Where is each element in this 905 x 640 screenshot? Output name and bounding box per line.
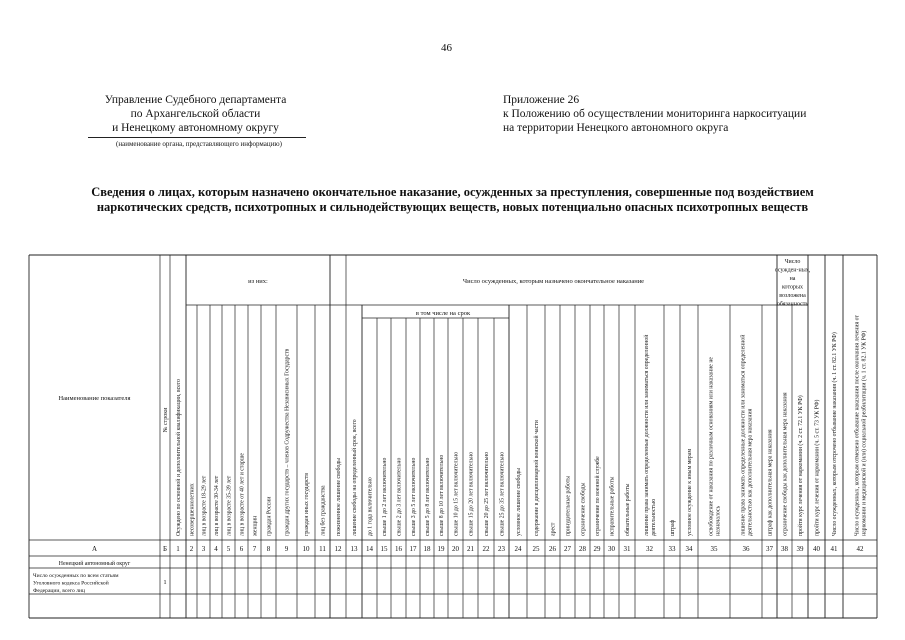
column-header: принудительные работы [565, 475, 572, 536]
index-cell: 17 [409, 545, 417, 553]
column-header: лиц в возрасте 35-39 лет [226, 475, 233, 536]
row-label: Уголовного кодекса Российской [33, 580, 109, 587]
index-cell: 26 [549, 545, 556, 553]
column-header: до 1 года включительно [367, 477, 374, 536]
index-cell: 34 [685, 545, 693, 553]
column-header: свыше 8 до 10 лет включительно [439, 454, 445, 536]
column-header: наркомании и медицинской и (или) социальной реабилитации (ч. 1 ст. 82.1 УК РФ) [861, 330, 868, 536]
column-header: деятельностью как дополнительная мера наказания [747, 408, 754, 536]
column-header: пожизненное лишение свободы [336, 457, 342, 536]
column-header: несовершеннолетних [189, 483, 196, 536]
column-header: лиц в возрасте 30-34 лет [214, 475, 220, 536]
column-header: пройти курс лечения от наркомании (ч. 5 ст. 73 УК РФ) [814, 399, 821, 536]
row-label: Ненецкий автономный округ [58, 561, 131, 567]
index-cell: 9 [284, 545, 289, 553]
index-cell: 12 [334, 545, 342, 553]
index-cell: 32 [646, 545, 653, 553]
column-header: лишение права занимать определенные должности или заниматься определенной [740, 334, 747, 536]
index-cell: 18 [423, 545, 431, 553]
column-header: пройти курс лечения от наркомании (ч. 2 ст. 72.1 УК РФ) [798, 395, 804, 536]
index-cell: 27 [564, 545, 571, 553]
column-header: свыше 2 до 3 лет включительно [396, 457, 403, 536]
row-label: Число осужденных по всем статьям [33, 573, 119, 579]
column-header: лиц в возрасте 18-29 лет [201, 475, 208, 536]
column-header: Осуждено по основной и дополнительной квалификации, всего [176, 379, 182, 536]
index-cell: 23 [498, 545, 505, 553]
index-cell: 22 [482, 545, 490, 553]
group-header-obliged: возложена [779, 293, 806, 299]
column-header: содержание в дисциплинарной воинской части [534, 420, 540, 536]
group-header-from-them: из них: [248, 278, 268, 285]
index-cell: 15 [380, 545, 388, 553]
appendix-line: на территории Ненецкого автономного округа [503, 122, 729, 134]
column-header: свыше 10 до 15 лет включительно [453, 451, 460, 536]
column-header: свыше 3 до 5 лет включительно [411, 457, 417, 536]
column-header: арест [550, 522, 557, 536]
column-header: женщин [252, 515, 259, 536]
column-header: свыше 15 до 20 лет включительно [468, 451, 475, 536]
organization-caption: (наименование органа, представляющего информацию) [116, 140, 282, 148]
index-cell: 11 [319, 545, 326, 553]
index-cell: 13 [350, 545, 358, 553]
index-cell: 7 [252, 545, 257, 553]
column-header: обязательные работы [625, 483, 631, 536]
column-header: лиц без гражданства [320, 485, 327, 536]
column-header: свыше 1 до 2 лет включительно [382, 457, 388, 536]
column-header: лиц в возрасте от 40 лет и старше [239, 453, 246, 536]
column-header: условное лишение свободы [516, 467, 522, 536]
column-header: условное осуждение к иным мерам [687, 448, 693, 536]
column-header: ограничение по военной службе [595, 456, 601, 536]
group-header-obliged: Число [784, 259, 801, 265]
group-header-terms: в том числе на срок [415, 310, 471, 317]
index-cell: 2 [189, 545, 194, 553]
index-cell: 28 [579, 545, 586, 553]
index-cell: 30 [608, 545, 615, 553]
group-header-obliged: осужден-ных, [774, 267, 811, 274]
group-header-obliged: обязанность [776, 301, 809, 308]
column-header: свыше 20 до 25 лет включительно [484, 451, 490, 536]
index-cell: А [91, 545, 98, 553]
index-cell: 33 [668, 545, 676, 553]
column-header: граждан других государств – членов Содружества Независимых Государств [284, 348, 291, 536]
column-header: ограничение свободы [580, 482, 587, 536]
index-cell: 4 [214, 545, 218, 553]
table-text [33, 259, 868, 594]
column-header: граждан иных государств [304, 473, 310, 536]
row-label: Федерации, всего лиц [33, 588, 85, 594]
organization-line: Управление Судебного департамента [104, 94, 287, 106]
index-cell: 5 [226, 545, 231, 553]
index-cell: 31 [623, 545, 631, 553]
column-header: ограничение свободы как дополнительная мера наказания [782, 392, 789, 536]
group-header-sentenced: Число осужденных, которым назначено окончательное наказание [462, 278, 645, 285]
organization-line: по Архангельской области [130, 108, 261, 120]
column-header: Число осужденных, которым отменено отбывание наказания после окончания лечения от [854, 315, 861, 536]
column-header: исправительные работы [609, 476, 616, 536]
index-cell: 37 [766, 545, 773, 553]
index-cell: 29 [593, 545, 601, 553]
index-cell: 36 [742, 545, 750, 553]
index-cell: 8 [266, 545, 271, 553]
index-cell: 14 [366, 545, 373, 553]
index-cell: 20 [452, 545, 459, 553]
column-header: освобождение от наказания по различным основаниям или наказание не [708, 357, 715, 536]
appendix-line: к Положению об осуществлении мониторинга наркоситуации [503, 108, 807, 120]
index-cell: 35 [710, 545, 718, 553]
index-cell: 41 [830, 545, 838, 553]
column-header: штраф как дополнительная мера наказания [767, 429, 774, 536]
group-header-obliged: которых [781, 284, 804, 291]
index-cell: 6 [239, 545, 244, 553]
column-header: Число осужденных, которым отсрочено отбывание наказания (ч. 1 ст. 82.1 УК РФ) [832, 332, 838, 536]
index-cell: 24 [514, 545, 522, 553]
column-header: лишение свободы на определенный срок, всего [352, 419, 358, 536]
row-number-header: № строки [163, 407, 169, 433]
index-cell: Б [162, 545, 168, 553]
column-header: граждан России [266, 496, 273, 536]
column-header: свыше 5 до 8 лет включительно [425, 457, 431, 536]
page-number: 46 [441, 42, 452, 54]
index-cell: 25 [532, 545, 540, 553]
appendix-line: Приложение 26 [503, 94, 580, 106]
index-cell: 38 [781, 545, 788, 553]
column-header: лишение права занимать определенные должности или заниматься определенной [644, 334, 650, 536]
row-number: 1 [163, 579, 167, 586]
index-cell: 39 [796, 545, 804, 553]
index-cell: 10 [302, 545, 310, 553]
index-cell: 16 [395, 545, 402, 553]
column-header: свыше 25 до 35 лет включительно [499, 451, 506, 536]
index-cell: 1 [176, 545, 180, 553]
index-cell: 3 [201, 545, 206, 553]
column-header: штраф [670, 519, 676, 536]
column-header: назначалось [715, 505, 722, 536]
organization-line: и Ненецкому автономному округу [112, 122, 279, 134]
column-header: деятельностью [651, 498, 657, 536]
index-cell: 21 [467, 545, 474, 553]
row-header-label: Наименование показателя [58, 395, 131, 402]
index-cell: 19 [437, 545, 445, 553]
group-header-obliged: на [789, 276, 796, 282]
index-cell: 42 [856, 545, 864, 553]
document-title: Сведения о лицах, которым назначено окончательное наказание, осужденных за преступления, совершенные под воздействием наркотических средств, психотропных и сильнодействующих веществ, новых потенциально опасных психотропных веществ [91, 185, 814, 214]
index-cell: 40 [813, 545, 820, 553]
